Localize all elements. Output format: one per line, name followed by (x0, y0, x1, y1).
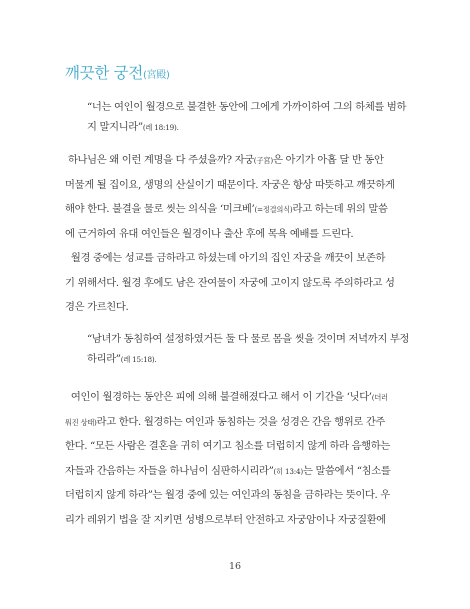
body-paragraph-2 (65, 246, 395, 320)
quote-line (87, 117, 406, 137)
paragraph-line: 한다. “모든 사람은 결혼을 귀히 여기고 침소를 더럽히지 않게 하라 음행하는 (65, 440, 390, 452)
term-annotation: 워진 상태) (65, 417, 97, 427)
paragraph-line: 경은 가르친다. (65, 301, 129, 313)
verse-reference: (히 13:4) (273, 466, 303, 476)
paragraph-line (65, 148, 395, 173)
text-run: 라고 한다. 월경하는 여인과 동침하는 것을 성경은 간음 행위로 간주 (96, 415, 386, 428)
text-run: 라고 하는데 위의 말씀 (292, 203, 388, 215)
quote-line (87, 349, 409, 369)
text-run: 해야 한다. 불결을 물로 씻는 의식을 ‘미크베’ (65, 203, 255, 215)
verse-reference: (레 18:19). (142, 123, 179, 132)
verse-reference: (레 15:18). (120, 355, 157, 364)
body-paragraph-1 (65, 148, 395, 246)
quote-text: 하리라” (87, 353, 121, 365)
quote-line: “남녀가 동침하여 설정하였거든 둘 다 물로 몸을 씻을 것이며 저녁까지 부정 (87, 333, 410, 345)
term-annotation: (=정결의식) (254, 205, 293, 214)
paragraph-line (65, 410, 390, 435)
text-run: 하나님은 왜 이런 계명을 다 주셨을까? 자궁 (67, 154, 254, 166)
scripture-quote-2 (87, 329, 409, 369)
body-paragraph-3 (65, 385, 390, 532)
paragraph-line: 기 위해서다. 월경 후에도 남은 잔여물이 자궁에 고이지 않도록 주의하라고 성 (65, 276, 395, 289)
paragraph-line (65, 385, 390, 410)
text-run: 여인이 월경하는 동안은 피에 의해 불결해졌다고 해서 이 기간을 ‘닛다’ (70, 391, 372, 403)
hanja-annotation: (子宮) (253, 156, 273, 165)
section-heading (65, 61, 170, 83)
paragraph-line (65, 197, 395, 222)
text-run: 자들과 간음하는 자들을 하나님이 심판하시리라” (65, 464, 274, 477)
quote-line: “너는 여인이 월경으로 불결한 동안에 그에게 가까이하여 그의 하체를 범하 (87, 101, 407, 113)
text-run: 월경 중에는 성교를 금하라고 하셨는데 아기의 집인 자궁을 깨끗이 보존하 (70, 252, 386, 264)
paragraph-line: 더럽히지 않게 하라”는 월경 중에 있는 여인과의 동침을 금하라는 뜻이다. 우 (65, 489, 390, 501)
heading-hanja: (宮殿) (143, 70, 170, 81)
paragraph-line (65, 459, 390, 484)
paragraph-line (65, 246, 395, 271)
scripture-quote-1 (87, 97, 406, 137)
paragraph-line: 머물게 될 집이요, 생명의 산실이기 때문이다. 자궁은 항상 따뜻하고 깨끗하게 (65, 178, 395, 191)
quote-text: 지 말지니라” (87, 121, 143, 133)
term-annotation: (더러 (371, 393, 388, 402)
text-run: 은 아기가 아홉 달 반 동안 (272, 154, 384, 166)
text-run: 는 말씀에서 “침소를 (302, 464, 391, 477)
page-number: 16 (228, 561, 242, 572)
paragraph-line: 에 근거하여 유대 여인들은 월경이나 출산 후에 목욕 예배를 드린다. (65, 227, 354, 240)
paragraph-line: 리가 레위기 법을 잘 지키면 성병으로부터 안전하고 자궁암이나 자궁질환에 (65, 513, 386, 526)
heading-title: 깨끗한 궁전 (65, 64, 143, 82)
